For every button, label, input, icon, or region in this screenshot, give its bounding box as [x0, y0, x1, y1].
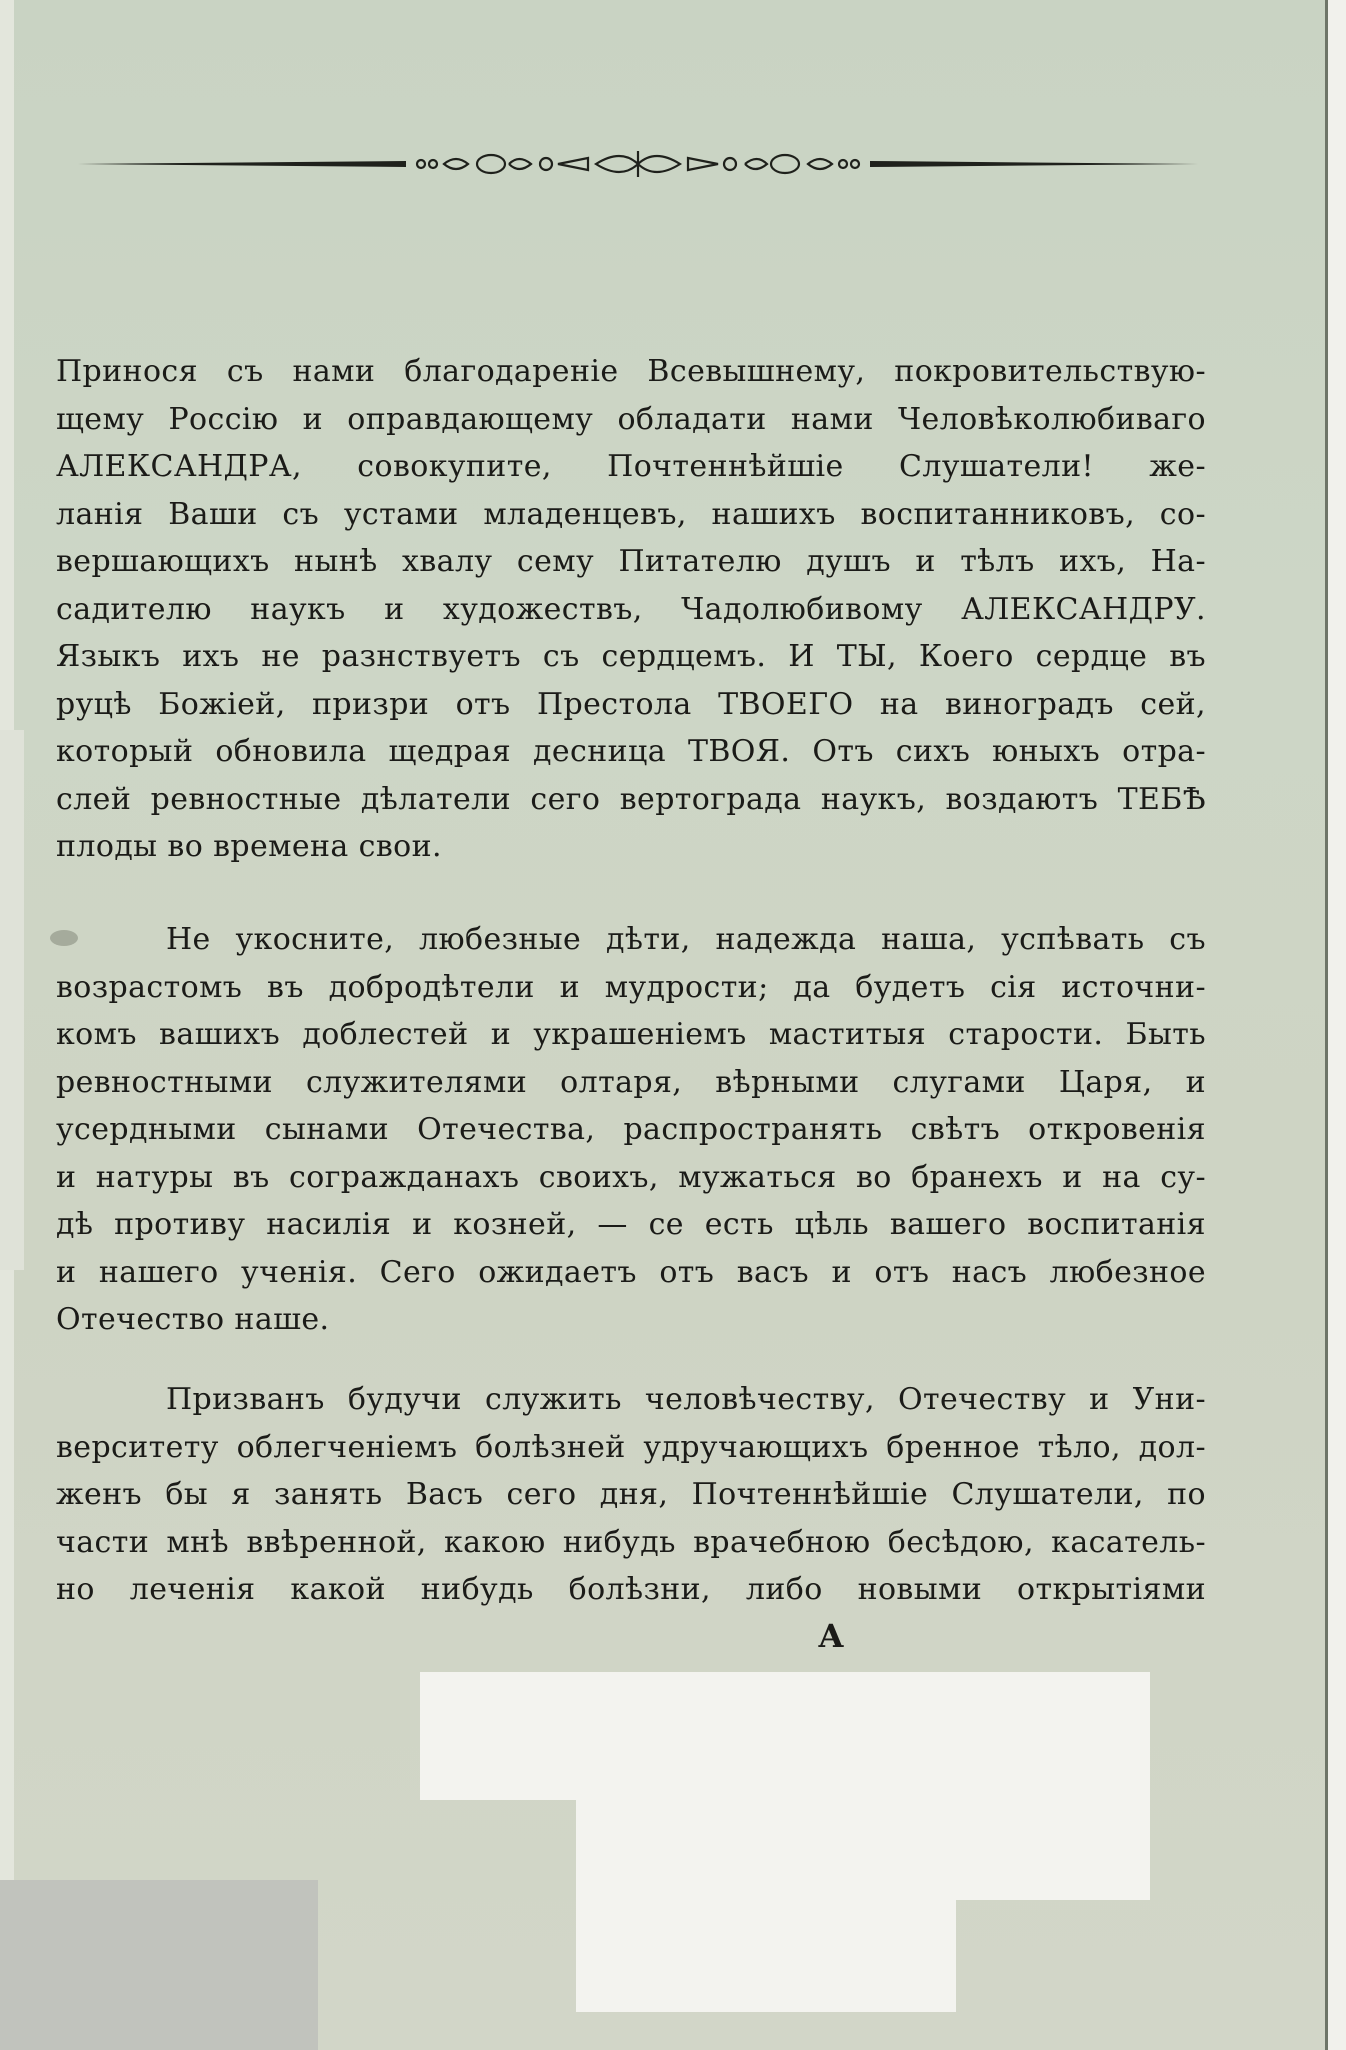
text-line: комъ вашихъ доблестей и украшеніемъ маститыя старости. Быть — [56, 1017, 1206, 1052]
text-line: Призванъ будучи служить человѣчеству, Отечеству и Уни- — [166, 1382, 1206, 1417]
text-line: вершающихъ нынѣ хвалу сему Питателю душъ и тѣлъ ихъ, На- — [56, 544, 1206, 579]
text-line: верситету облегченіемъ болѣзней удручающихъ бренное тѣло, дол- — [56, 1429, 1206, 1465]
text-line: Принося съ нами благодареніе Всевышнему, покровительствую- — [56, 354, 1206, 389]
paragraph-1 — [56, 348, 1206, 871]
page-binding-shadow — [1325, 0, 1328, 2050]
text-line: дѣ противу насилія и козней, — се есть цѣль вашего воспитанія — [56, 1207, 1206, 1242]
text-line: усердными сынами Отечества, распространять свѣтъ откровенія — [56, 1112, 1206, 1147]
scan-gray-patch — [0, 1880, 318, 2050]
text-line: и нашего ученія. Сего ожидаетъ отъ васъ и отъ насъ любезное — [56, 1254, 1206, 1290]
paragraph-3 — [56, 1376, 1206, 1614]
scan-blank-patch — [852, 1672, 1150, 1900]
text-line: руцѣ Божіей, призри отъ Престола ТВОЕГО на виноградъ сей, — [56, 686, 1206, 722]
text-line: садителю наукъ и художествъ, Чадолюбивому АЛЕКСАНДРУ. — [56, 591, 1206, 627]
text-line: ревностными служителями олтаря, вѣрными слугами Царя, и — [56, 1064, 1206, 1100]
text-line: части мнѣ ввѣренной, какою нибудь врачебною бесѣдою, касатель- — [56, 1524, 1206, 1560]
page-right-edge — [1326, 0, 1346, 2050]
text-line: щему Россію и оправдающему обладати нами Человѣколюбиваго — [56, 401, 1206, 437]
text-line: возрастомъ въ добродѣтели и мудрости; да будетъ сія источни- — [56, 969, 1206, 1005]
text-line: Отечество наше. — [56, 1302, 330, 1337]
text-line: слей ревностные дѣлатели сего вертограда наукъ, воздаютъ ТЕБѢ — [56, 781, 1206, 817]
text-line: женъ бы я занять Васъ сего дня, Почтеннѣйшіе Слушатели, по — [56, 1477, 1206, 1512]
ornamental-rule — [76, 141, 1200, 187]
text-line: но леченія какой нибудь болѣзни, либо новыми открытіями — [56, 1572, 1206, 1607]
scan-edge-patch — [0, 730, 24, 1270]
text-line: плоды во времена свои. — [56, 829, 442, 864]
text-line: Не укосните, любезные дѣти, надежда наша, успѣвать съ — [166, 922, 1206, 957]
signature-mark: А — [818, 1617, 845, 1655]
text-line: и натуры въ согражданахъ своихъ, мужаться во бранехъ и на су- — [56, 1159, 1206, 1195]
text-line: который обновила щедрая десница ТВОЯ. Отъ сихъ юныхъ отра- — [56, 734, 1206, 769]
text-line: Языкъ ихъ не разнствуетъ съ сердцемъ. И ТЫ, Коего сердце въ — [56, 639, 1206, 674]
text-line: ланія Ваши съ устами младенцевъ, нашихъ воспитанниковъ, со- — [56, 496, 1206, 532]
text-line: АЛЕКСАНДРА, совокупите, Почтеннѣйшіе Слушатели! же- — [56, 449, 1206, 484]
paragraph-2 — [56, 916, 1206, 1344]
